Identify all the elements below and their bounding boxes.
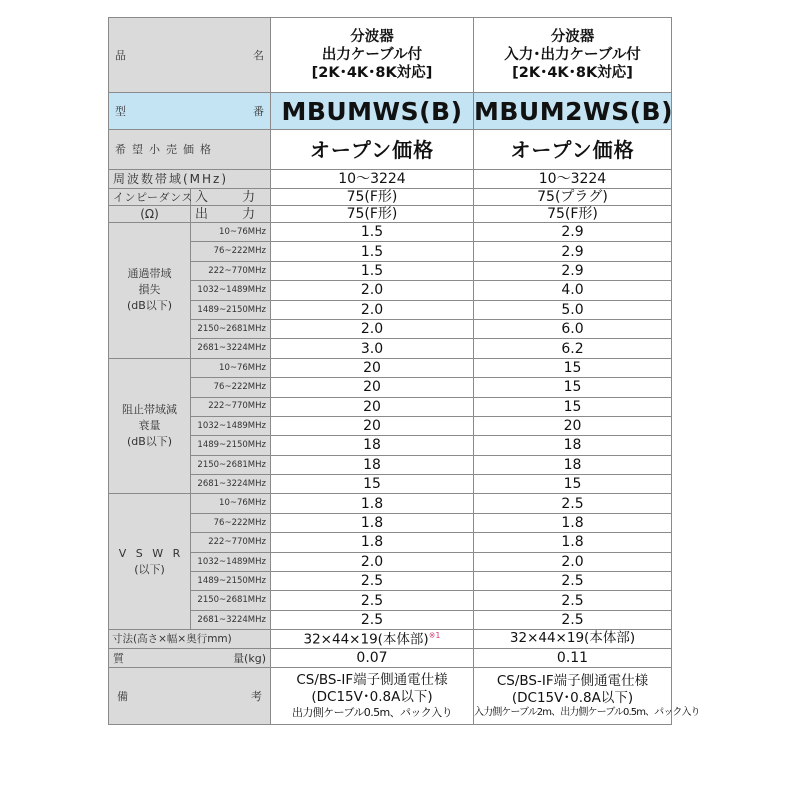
passband-loss-value-b: 4.0 <box>474 281 672 300</box>
impedance-input-a: 75(F形) <box>271 189 474 206</box>
band-label: 2150~2681MHz <box>191 455 271 474</box>
passband-loss-value-a: 2.0 <box>271 300 474 319</box>
impedance-label-line1: インピーダンス <box>109 189 191 206</box>
impedance-label-line2: (Ω) <box>109 206 191 223</box>
stopband-attenuation-value-b: 15 <box>474 397 672 416</box>
stopband-attenuation-value-a: 20 <box>271 378 474 397</box>
spec-table <box>108 17 700 725</box>
group-label-line: (dB以下) <box>126 299 173 313</box>
label-part: 名 <box>253 48 264 62</box>
stopband-attenuation-value-a: 18 <box>271 455 474 474</box>
row-frequency <box>109 170 672 189</box>
band-label: 1489~2150MHz <box>191 572 271 591</box>
passband-loss-value-b: 6.0 <box>474 319 672 338</box>
passband-loss-value-b: 2.9 <box>474 223 672 242</box>
passband-loss-row <box>109 281 672 300</box>
model-a: MBUMWS(B) <box>271 93 474 130</box>
product-name-line: 出力ケーブル付 <box>321 46 423 63</box>
row-impedance-output <box>109 206 672 223</box>
model-b: MBUM2WS(B) <box>474 93 672 130</box>
dimensions-a <box>271 630 474 649</box>
band-label: 10~76MHz <box>191 494 271 513</box>
row-model <box>109 93 672 130</box>
passband-loss-row <box>109 261 672 280</box>
spec-table-container <box>108 17 700 725</box>
stopband-attenuation-value-b: 18 <box>474 436 672 455</box>
band-label: 10~76MHz <box>191 358 271 377</box>
vswr-value-a: 1.8 <box>271 533 474 552</box>
product-name-a <box>271 18 474 93</box>
label-part: 量(kg) <box>233 651 266 665</box>
model-label <box>109 93 271 130</box>
row-price <box>109 130 672 170</box>
price-a: オープン価格 <box>271 130 474 170</box>
stopband-attenuation-value-a: 20 <box>271 416 474 435</box>
remarks-b <box>474 668 700 725</box>
vswr-value-a: 1.8 <box>271 513 474 532</box>
mass-b: 0.11 <box>474 649 672 668</box>
vswr-row <box>109 572 672 591</box>
output-label-text: 出 力 <box>195 206 256 222</box>
band-label: 2681~3224MHz <box>191 610 271 629</box>
stopband-attenuation-row <box>109 436 672 455</box>
dimensions-b: 32×44×19(本体部) <box>474 630 672 649</box>
stopband-attenuation-value-a: 20 <box>271 358 474 377</box>
passband-loss-value-a: 2.0 <box>271 319 474 338</box>
stopband-attenuation-row <box>109 358 672 377</box>
vswr-label <box>109 494 191 630</box>
label-part: 考 <box>251 689 262 703</box>
band-label: 222~770MHz <box>191 261 271 280</box>
footnote-mark: ※1 <box>428 630 441 640</box>
product-name-line: 分波器 <box>350 28 394 45</box>
stopband-attenuation-value-b: 15 <box>474 475 672 494</box>
vswr-value-a: 2.5 <box>271 610 474 629</box>
label-part: 備 <box>117 689 128 703</box>
stopband-attenuation-row <box>109 455 672 474</box>
remarks-a <box>271 668 474 725</box>
band-label: 1032~1489MHz <box>191 552 271 571</box>
stopband-attenuation-label <box>109 358 191 494</box>
row-impedance-input <box>109 189 672 206</box>
frequency-b: 10～3224 <box>474 170 672 189</box>
band-label: 1032~1489MHz <box>191 416 271 435</box>
passband-loss-value-a: 2.0 <box>271 281 474 300</box>
product-name-line: [2K･4K･8K対応] <box>311 65 433 82</box>
stopband-attenuation-value-b: 18 <box>474 455 672 474</box>
stopband-attenuation-value-a: 15 <box>271 475 474 494</box>
vswr-row <box>109 494 672 513</box>
remarks-label <box>109 668 271 725</box>
group-label-line: (以下) <box>134 562 165 576</box>
label-part: 型 <box>115 104 126 118</box>
row-remarks <box>109 668 672 725</box>
group-label-line: V S W R <box>118 546 181 560</box>
band-label: 1489~2150MHz <box>191 300 271 319</box>
vswr-value-a: 2.5 <box>271 572 474 591</box>
vswr-value-b: 2.5 <box>474 610 672 629</box>
passband-loss-row <box>109 339 672 358</box>
band-label: 1032~1489MHz <box>191 281 271 300</box>
remarks-line: (DC15V･0.8A以下) <box>511 689 634 706</box>
row-product-name <box>109 18 672 93</box>
band-label: 10~76MHz <box>191 223 271 242</box>
passband-loss-value-a: 1.5 <box>271 261 474 280</box>
stopband-attenuation-row <box>109 397 672 416</box>
passband-loss-row <box>109 300 672 319</box>
band-label: 1489~2150MHz <box>191 436 271 455</box>
passband-loss-value-a: 3.0 <box>271 339 474 358</box>
product-name-label <box>109 18 271 93</box>
passband-loss-value-b: 6.2 <box>474 339 672 358</box>
vswr-value-b: 2.5 <box>474 494 672 513</box>
vswr-value-a: 1.8 <box>271 494 474 513</box>
remarks-line: 出力側ケーブル0.5m、パック入り <box>291 706 453 720</box>
impedance-output-label <box>191 206 271 223</box>
band-label: 2681~3224MHz <box>191 475 271 494</box>
group-label-line: (dB以下) <box>126 435 173 449</box>
passband-loss-row <box>109 223 672 242</box>
price-label: 希望小売価格 <box>109 130 271 170</box>
band-label: 2150~2681MHz <box>191 319 271 338</box>
stopband-attenuation-row <box>109 416 672 435</box>
stopband-attenuation-value-b: 15 <box>474 378 672 397</box>
mass-a: 0.07 <box>271 649 474 668</box>
passband-loss-value-b: 5.0 <box>474 300 672 319</box>
passband-loss-row <box>109 319 672 338</box>
frequency-a: 10～3224 <box>271 170 474 189</box>
row-dimensions <box>109 630 672 649</box>
vswr-value-b: 1.8 <box>474 513 672 532</box>
band-label: 76~222MHz <box>191 242 271 261</box>
band-label: 222~770MHz <box>191 533 271 552</box>
remarks-line: (DC15V･0.8A以下) <box>311 689 433 706</box>
band-label: 76~222MHz <box>191 513 271 532</box>
mass-label <box>109 649 271 668</box>
vswr-value-b: 1.8 <box>474 533 672 552</box>
product-name-line: 入力･出力ケーブル付 <box>504 46 641 63</box>
label-part: 質 <box>113 651 124 665</box>
price-b: オープン価格 <box>474 130 672 170</box>
band-label: 2150~2681MHz <box>191 591 271 610</box>
group-label-line: 通過帯域 <box>127 267 172 281</box>
label-part: 品 <box>115 48 126 62</box>
stopband-attenuation-value-a: 18 <box>271 436 474 455</box>
band-label: 222~770MHz <box>191 397 271 416</box>
row-mass <box>109 649 672 668</box>
vswr-row <box>109 533 672 552</box>
stopband-attenuation-value-a: 20 <box>271 397 474 416</box>
vswr-value-b: 2.0 <box>474 552 672 571</box>
stopband-attenuation-value-b: 15 <box>474 358 672 377</box>
product-name-line: 分波器 <box>550 28 595 45</box>
band-label: 76~222MHz <box>191 378 271 397</box>
input-label-text: 入 力 <box>195 189 256 205</box>
stopband-attenuation-row <box>109 475 672 494</box>
dimensions-a-text: 32×44×19(本体部) <box>303 631 429 648</box>
vswr-row <box>109 591 672 610</box>
vswr-row <box>109 552 672 571</box>
impedance-output-a: 75(F形) <box>271 206 474 223</box>
passband-loss-value-b: 2.9 <box>474 242 672 261</box>
vswr-value-b: 2.5 <box>474 591 672 610</box>
product-name-b <box>474 18 672 93</box>
band-label: 2681~3224MHz <box>191 339 271 358</box>
impedance-output-b: 75(F形) <box>474 206 672 223</box>
passband-loss-value-b: 2.9 <box>474 261 672 280</box>
frequency-label: 周波数帯域(MHz) <box>109 170 271 189</box>
vswr-value-a: 2.0 <box>271 552 474 571</box>
passband-loss-value-a: 1.5 <box>271 242 474 261</box>
stopband-attenuation-value-b: 20 <box>474 416 672 435</box>
vswr-value-a: 2.5 <box>271 591 474 610</box>
group-label-line: 阻止帯域減 <box>122 403 177 417</box>
passband-loss-value-a: 1.5 <box>271 223 474 242</box>
passband-loss-row <box>109 242 672 261</box>
impedance-input-label <box>191 189 271 206</box>
remarks-line: CS/BS-IF端子側通電仕様 <box>296 672 448 689</box>
impedance-input-b: 75(プラグ) <box>474 189 672 206</box>
group-label-line: 損失 <box>138 283 161 297</box>
stopband-attenuation-row <box>109 378 672 397</box>
vswr-row <box>109 513 672 532</box>
vswr-row <box>109 610 672 629</box>
product-name-line: [2K･4K･8K対応] <box>512 65 633 82</box>
vswr-value-b: 2.5 <box>474 572 672 591</box>
remarks-line: 入力側ケーブル2m、出力側ケーブル0.5m、パック入り <box>474 706 700 718</box>
group-label-line: 衰量 <box>138 419 161 433</box>
label-part: 番 <box>253 104 264 118</box>
passband-loss-label <box>109 223 191 359</box>
dimensions-label: 寸法(高さ×幅×奥行mm) <box>109 630 271 649</box>
remarks-line: CS/BS-IF端子側通電仕様 <box>496 673 649 690</box>
